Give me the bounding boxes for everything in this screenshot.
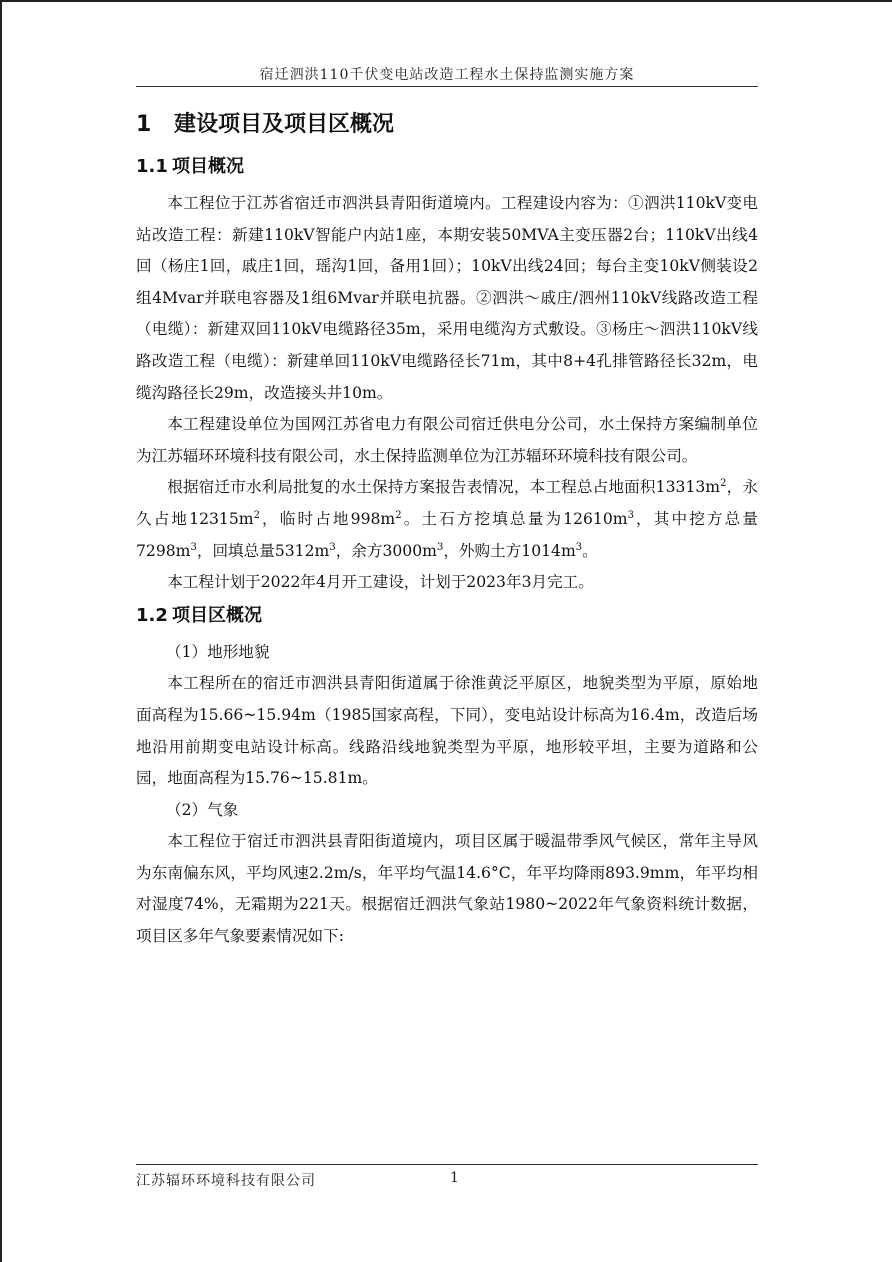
paragraph-land-earthwork: 根据宿迁市水利局批复的水土保持方案报告表情况，本工程总占地面积$13313m^2$，永久占地$12315m^2$，临时占地$998m^2$。土石方挖填总量为$12610m^3$，其中挖方总量$7298m^3$，回填总量$5312m^3$，余方$3000m^3$，外购土方$1014m^3$。 [136,478,758,560]
section-heading-1-1 [136,150,758,184]
page-number: 1 [450,1170,459,1186]
section-heading-1-2 [136,599,758,633]
paragraph-project-overview: 本工程位于江苏省宿迁市泗洪县青阳街道境内。工程建设内容为：①泗洪110kV变电站改造工程：新建110kV智能户内站1座，本期安装50MVA主变压器2台；110kV出线4回（杨庄1回，戚庄1回，瑶沟1回，备用1回）；10kV出线24回；每台主变10kV侧装设2组4Mvar并联电容器及1组6Mvar并联电抗器。②泗洪～戚庄/泗州110kV线路改造工程（电缆）：新建双回110kV电缆路径35m，采用电缆沟方式敷设。③杨庄～泗洪110kV线路改造工程（电缆）：新建单回110kV电缆路径长71m，其中8+4孔排管路径长32m，电缆沟路径长29m，改造接头井10m。 [136,194,758,402]
section-title: 项目区概况 [172,604,262,626]
chapter-title: 建设项目及项目区概况 [174,112,395,137]
page-body [136,106,758,953]
footer-company: 江苏辐环环境科技有限公司 [136,1173,316,1189]
page-edge-top [0,0,892,2]
paragraph-climate: 本工程位于宿迁市泗洪县青阳街道境内，项目区属于暖温带季风气候区，常年主导风为东南偏东风，平均风速2.2m/s，年平均气温14.6°C，年平均降雨893.9mm，年平均相对湿度74%，无霜期为221天。根据宿迁泗洪气象站1980~2022年气象资料统计数据，项目区多年气象要素情况如下: [136,832,758,946]
paragraph-schedule: 本工程计划于2022年4月开工建设，计划于2023年3月完工。 [167,573,594,592]
subheading-terrain: （1）地形地貌 [166,642,270,661]
section-number: 1.1 [136,156,168,177]
footer-rule [136,1164,758,1165]
subheading-climate: （2）气象 [166,800,239,819]
paragraph-terrain: 本工程所在的宿迁市泗洪县青阳街道属于徐淮黄泛平原区，地貌类型为平原，原始地面高程为15.66~15.94m（1985国家高程，下同），变电站设计标高为16.4m，改造后场地沿用前期变电站设计标高。线路沿线地貌类型为平原，地形较平坦，主要为道路和公园，地面高程为15.76~15.81m。 [136,674,758,788]
header-rule [136,86,758,87]
page-edge-left [0,0,2,1262]
chapter-number: 1 [136,112,152,137]
chapter-heading [136,106,758,144]
running-header: 宿迁泗洪110千伏变电站改造工程水土保持监测实施方案 [259,67,635,83]
section-title: 项目概况 [172,156,244,177]
paragraph-units: 本工程建设单位为国网江苏省电力有限公司宿迁供电分公司，水土保持方案编制单位为江苏辐环环境科技有限公司，水土保持监测单位为江苏辐环环境科技有限公司。 [136,415,758,465]
section-number: 1.2 [136,604,168,626]
